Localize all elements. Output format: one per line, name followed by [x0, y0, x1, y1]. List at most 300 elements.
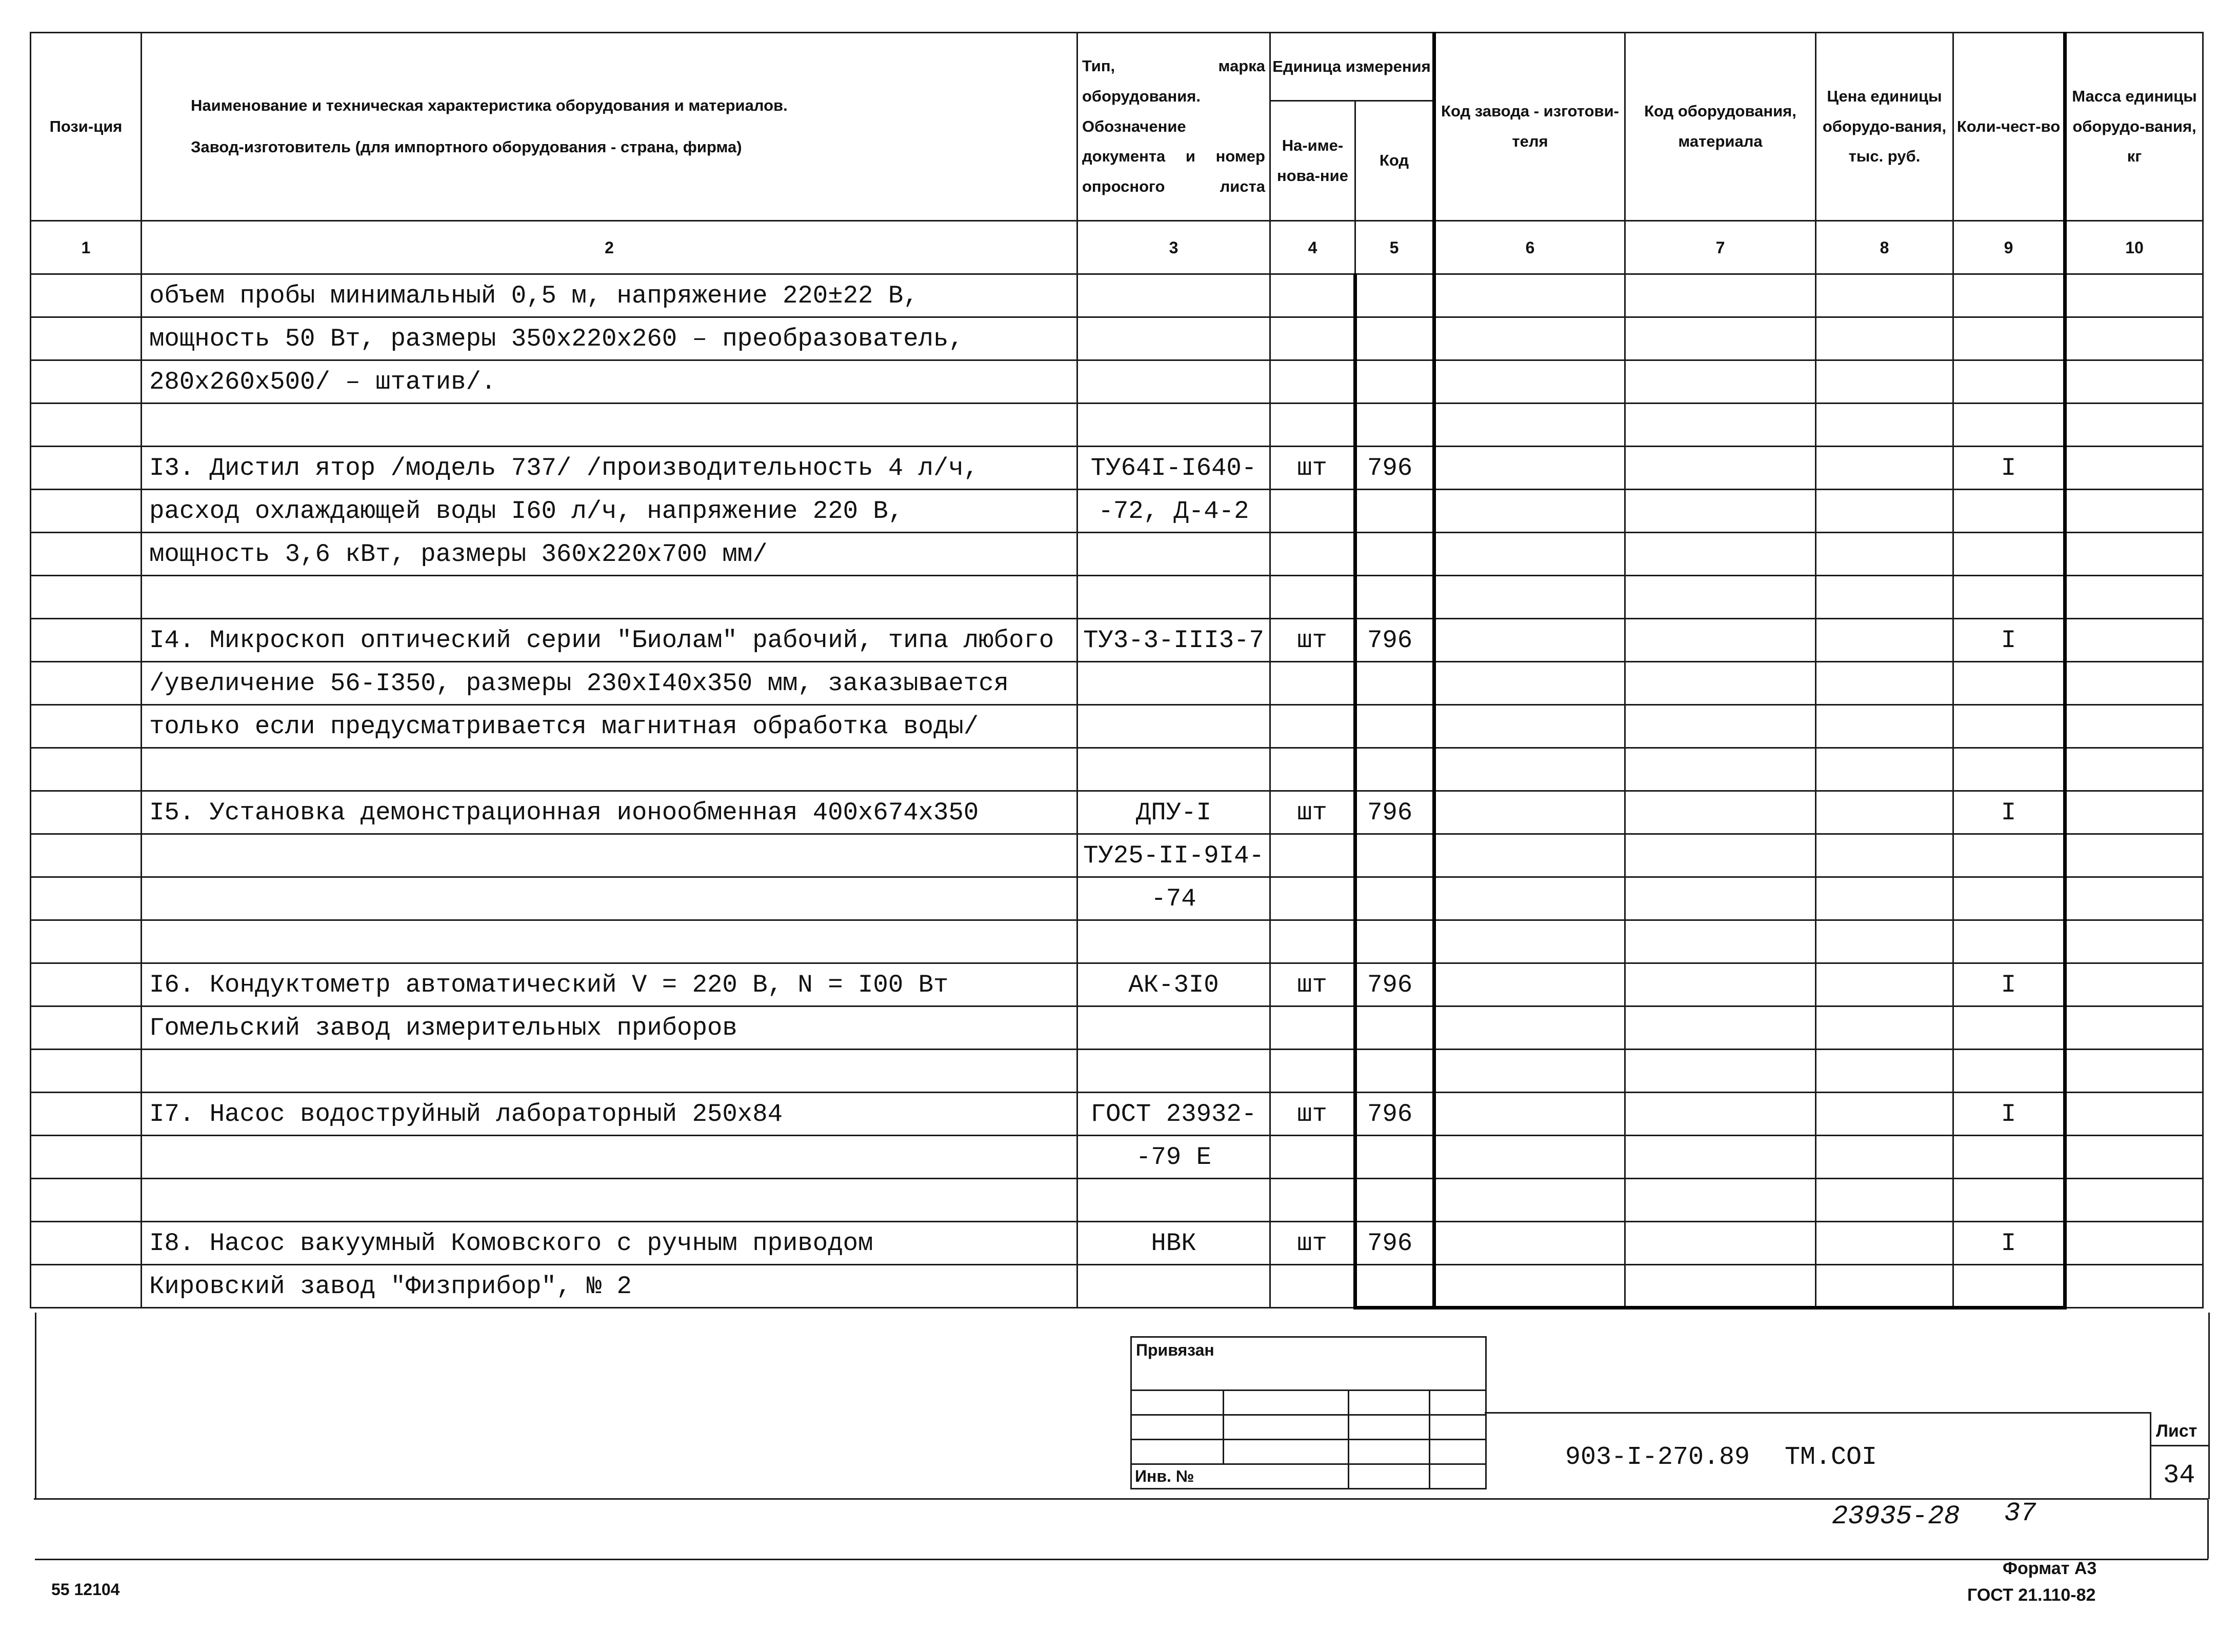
- mass-cell: [2065, 705, 2203, 748]
- equip-code-cell: [1625, 576, 1816, 619]
- header-type: Тип, марка оборудования. Обозначение документа и номер опросного листа: [1077, 33, 1270, 221]
- type-cell: [1077, 404, 1270, 447]
- qty-cell: I: [1953, 791, 2065, 834]
- description-cell: [142, 834, 1077, 877]
- price-cell: [1816, 748, 1953, 791]
- table-row: [31, 705, 2203, 748]
- unit-name-cell: [1270, 533, 1355, 576]
- col-number: 8: [1816, 221, 1953, 274]
- equip-code-cell: [1625, 1265, 1816, 1308]
- type-cell: -74: [1077, 877, 1270, 920]
- header-unit-code: Код: [1355, 101, 1434, 221]
- type-cell: НВК: [1077, 1222, 1270, 1265]
- position-cell: [31, 1050, 142, 1093]
- description-cell: I4. Микроскоп оптический серии "Биолам" рабочий, типа любого: [142, 619, 1077, 662]
- price-cell: [1816, 1093, 1953, 1136]
- mfr-code-cell: [1434, 404, 1625, 447]
- price-cell: [1816, 317, 1953, 360]
- type-cell: [1077, 360, 1270, 404]
- type-cell: АК-3I0: [1077, 963, 1270, 1006]
- mfr-code-cell: [1434, 490, 1625, 533]
- type-cell: -79 Е: [1077, 1136, 1270, 1179]
- position-cell: [31, 619, 142, 662]
- position-cell: [31, 705, 142, 748]
- stamp-privyazan: Привязан: [1131, 1337, 1486, 1391]
- description-cell: мощность 50 Вт, размеры 350х220х260 – преобразователь,: [142, 317, 1077, 360]
- mass-cell: [2065, 662, 2203, 705]
- price-cell: [1816, 1136, 1953, 1179]
- unit-name-cell: [1270, 662, 1355, 705]
- mfr-code-cell: [1434, 920, 1625, 963]
- type-cell: [1077, 576, 1270, 619]
- unit-code-cell: [1355, 360, 1434, 404]
- type-cell: [1077, 705, 1270, 748]
- qty-cell: [1953, 404, 2065, 447]
- unit-code-cell: [1355, 1006, 1434, 1050]
- qty-cell: [1953, 317, 2065, 360]
- unit-code-cell: [1355, 834, 1434, 877]
- type-cell: [1077, 533, 1270, 576]
- qty-cell: [1953, 662, 2065, 705]
- position-cell: [31, 1179, 142, 1222]
- type-cell: [1077, 1179, 1270, 1222]
- table-row: [31, 317, 2203, 360]
- mfr-code-cell: [1434, 791, 1625, 834]
- qty-cell: [1953, 1265, 2065, 1308]
- qty-cell: [1953, 1006, 2065, 1050]
- table-row: [31, 619, 2203, 662]
- mfr-code-cell: [1434, 705, 1625, 748]
- mfr-code-cell: [1434, 1050, 1625, 1093]
- description-cell: [142, 576, 1077, 619]
- equip-code-cell: [1625, 877, 1816, 920]
- description-cell: [142, 877, 1077, 920]
- description-cell: [142, 1050, 1077, 1093]
- binding-stamp: [1130, 1336, 1487, 1489]
- price-cell: [1816, 920, 1953, 963]
- sheet-number: 34: [2163, 1460, 2195, 1490]
- position-cell: [31, 490, 142, 533]
- equip-code-cell: [1625, 447, 1816, 490]
- position-cell: [31, 748, 142, 791]
- unit-code-cell: [1355, 533, 1434, 576]
- qty-cell: [1953, 1179, 2065, 1222]
- table-row: [31, 1222, 2203, 1265]
- unit-code-cell: [1355, 877, 1434, 920]
- archive-number: 23935-28: [1832, 1501, 1960, 1532]
- mfr-code-cell: [1434, 662, 1625, 705]
- table-row: [31, 360, 2203, 404]
- unit-name-cell: [1270, 1050, 1355, 1093]
- unit-code-cell: [1355, 1179, 1434, 1222]
- unit-name-cell: [1270, 1006, 1355, 1050]
- table-row: [31, 877, 2203, 920]
- type-cell: [1077, 748, 1270, 791]
- column-number-row: [31, 221, 2203, 274]
- sheet-label: Лист: [2156, 1421, 2198, 1441]
- price-cell: [1816, 490, 1953, 533]
- position-cell: [31, 662, 142, 705]
- equip-code-cell: [1625, 490, 1816, 533]
- equip-code-cell: [1625, 920, 1816, 963]
- mfr-code-cell: [1434, 274, 1625, 317]
- table-row: [31, 490, 2203, 533]
- type-cell: [1077, 920, 1270, 963]
- type-cell: ГОСТ 23932-: [1077, 1093, 1270, 1136]
- equip-code-cell: [1625, 1136, 1816, 1179]
- type-cell: ДПУ-I: [1077, 791, 1270, 834]
- equip-code-cell: [1625, 317, 1816, 360]
- unit-name-cell: шт: [1270, 1222, 1355, 1265]
- mfr-code-cell: [1434, 533, 1625, 576]
- title-block-border: [2150, 1445, 2208, 1446]
- unit-code-cell: 796: [1355, 963, 1434, 1006]
- equip-code-cell: [1625, 1050, 1816, 1093]
- description-cell: Кировский завод "Физприбор", № 2: [142, 1265, 1077, 1308]
- unit-name-cell: шт: [1270, 1093, 1355, 1136]
- header-qty: Коли-чест-во: [1953, 33, 2065, 221]
- qty-cell: [1953, 490, 2065, 533]
- position-cell: [31, 447, 142, 490]
- mass-cell: [2065, 1136, 2203, 1179]
- equip-code-cell: [1625, 274, 1816, 317]
- mass-cell: [2065, 1265, 2203, 1308]
- unit-code-cell: 796: [1355, 1222, 1434, 1265]
- position-cell: [31, 791, 142, 834]
- unit-name-cell: [1270, 317, 1355, 360]
- archive-page: 37: [2004, 1498, 2036, 1528]
- unit-name-cell: [1270, 920, 1355, 963]
- table-row: [31, 1265, 2203, 1308]
- qty-cell: [1953, 576, 2065, 619]
- print-number: 55 12104: [51, 1580, 120, 1599]
- position-cell: [31, 1093, 142, 1136]
- price-cell: [1816, 619, 1953, 662]
- table-header: [31, 33, 2203, 274]
- qty-cell: I: [1953, 1093, 2065, 1136]
- header-unit-name: На-име-нова-ние: [1270, 101, 1355, 221]
- mass-cell: [2065, 1093, 2203, 1136]
- unit-name-cell: [1270, 877, 1355, 920]
- position-cell: [31, 533, 142, 576]
- unit-code-cell: [1355, 404, 1434, 447]
- price-cell: [1816, 877, 1953, 920]
- unit-code-cell: [1355, 317, 1434, 360]
- unit-code-cell: [1355, 576, 1434, 619]
- mass-cell: [2065, 877, 2203, 920]
- unit-name-cell: [1270, 274, 1355, 317]
- gost-reference: ГОСТ 21.110-82: [1967, 1585, 2096, 1605]
- price-cell: [1816, 791, 1953, 834]
- price-cell: [1816, 447, 1953, 490]
- title-block-border: [35, 1313, 36, 1499]
- price-cell: [1816, 1265, 1953, 1308]
- mass-cell: [2065, 360, 2203, 404]
- doc-mark: ТМ.СОI: [1785, 1443, 1878, 1472]
- title-block-border: [34, 1498, 2208, 1500]
- doc-code: 903-I-270.89: [1565, 1443, 1750, 1472]
- col-number: 6: [1434, 221, 1625, 274]
- mfr-code-cell: [1434, 1006, 1625, 1050]
- col-number: 3: [1077, 221, 1270, 274]
- unit-code-cell: [1355, 1136, 1434, 1179]
- qty-cell: I: [1953, 447, 2065, 490]
- equip-code-cell: [1625, 533, 1816, 576]
- header-mass: Масса единицы оборудо-вания, кг: [2065, 33, 2203, 221]
- table-row: [31, 963, 2203, 1006]
- unit-name-cell: [1270, 748, 1355, 791]
- title-block-border: [2207, 1500, 2209, 1559]
- mass-cell: [2065, 490, 2203, 533]
- type-cell: ТУ25-II-9I4-: [1077, 834, 1270, 877]
- position-cell: [31, 1136, 142, 1179]
- col-number: 7: [1625, 221, 1816, 274]
- qty-cell: [1953, 274, 2065, 317]
- qty-cell: [1953, 877, 2065, 920]
- price-cell: [1816, 1179, 1953, 1222]
- type-cell: [1077, 1265, 1270, 1308]
- table-row: [31, 748, 2203, 791]
- type-cell: -72, Д-4-2: [1077, 490, 1270, 533]
- unit-name-cell: шт: [1270, 791, 1355, 834]
- price-cell: [1816, 533, 1953, 576]
- position-cell: [31, 576, 142, 619]
- description-cell: [142, 404, 1077, 447]
- description-cell: только если предусматривается магнитная обработка воды/: [142, 705, 1077, 748]
- qty-cell: [1953, 705, 2065, 748]
- description-cell: I8. Насос вакуумный Комовского с ручным приводом: [142, 1222, 1077, 1265]
- qty-cell: [1953, 834, 2065, 877]
- header-price: Цена единицы оборудо-вания, тыс. руб.: [1816, 33, 1953, 221]
- table-row: [31, 404, 2203, 447]
- type-cell: [1077, 662, 1270, 705]
- col-number: 1: [31, 221, 142, 274]
- header-equip-code: Код оборудования, материала: [1625, 33, 1816, 221]
- equip-code-cell: [1625, 1179, 1816, 1222]
- position-cell: [31, 274, 142, 317]
- description-cell: [142, 1136, 1077, 1179]
- unit-name-cell: [1270, 1179, 1355, 1222]
- equip-code-cell: [1625, 1222, 1816, 1265]
- mass-cell: [2065, 1006, 2203, 1050]
- unit-code-cell: [1355, 1265, 1434, 1308]
- mass-cell: [2065, 404, 2203, 447]
- mfr-code-cell: [1434, 877, 1625, 920]
- equip-code-cell: [1625, 619, 1816, 662]
- mass-cell: [2065, 1050, 2203, 1093]
- unit-name-cell: [1270, 404, 1355, 447]
- description-cell: I7. Насос водоструйный лабораторный 250х84: [142, 1093, 1077, 1136]
- mass-cell: [2065, 619, 2203, 662]
- price-cell: [1816, 1050, 1953, 1093]
- price-cell: [1816, 963, 1953, 1006]
- mass-cell: [2065, 791, 2203, 834]
- mass-cell: [2065, 576, 2203, 619]
- price-cell: [1816, 360, 1953, 404]
- position-cell: [31, 404, 142, 447]
- mfr-code-cell: [1434, 360, 1625, 404]
- unit-code-cell: [1355, 490, 1434, 533]
- mass-cell: [2065, 1179, 2203, 1222]
- qty-cell: [1953, 360, 2065, 404]
- equip-code-cell: [1625, 791, 1816, 834]
- mfr-code-cell: [1434, 1179, 1625, 1222]
- equip-code-cell: [1625, 404, 1816, 447]
- unit-code-cell: [1355, 1050, 1434, 1093]
- mass-cell: [2065, 533, 2203, 576]
- type-cell: [1077, 1050, 1270, 1093]
- qty-cell: I: [1953, 619, 2065, 662]
- qty-cell: [1953, 533, 2065, 576]
- equipment-spec-table: [30, 32, 2204, 1309]
- table-row: [31, 533, 2203, 576]
- title-block-border: [2208, 1313, 2210, 1499]
- unit-name-cell: [1270, 490, 1355, 533]
- col-number: 2: [142, 221, 1077, 274]
- col-number: 5: [1355, 221, 1434, 274]
- equip-code-cell: [1625, 1093, 1816, 1136]
- position-cell: [31, 1222, 142, 1265]
- equip-code-cell: [1625, 662, 1816, 705]
- mfr-code-cell: [1434, 576, 1625, 619]
- type-cell: [1077, 274, 1270, 317]
- header-unit-group: Единица измерения: [1270, 33, 1434, 101]
- mass-cell: [2065, 920, 2203, 963]
- unit-name-cell: [1270, 705, 1355, 748]
- equip-code-cell: [1625, 360, 1816, 404]
- price-cell: [1816, 1222, 1953, 1265]
- mass-cell: [2065, 748, 2203, 791]
- equip-code-cell: [1625, 1006, 1816, 1050]
- equip-code-cell: [1625, 705, 1816, 748]
- type-cell: ТУ3-3-III3-7: [1077, 619, 1270, 662]
- type-cell: [1077, 317, 1270, 360]
- unit-name-cell: [1270, 1136, 1355, 1179]
- position-cell: [31, 920, 142, 963]
- table-row: [31, 274, 2203, 317]
- mfr-code-cell: [1434, 447, 1625, 490]
- description-cell: [142, 1179, 1077, 1222]
- qty-cell: [1953, 1136, 2065, 1179]
- description-cell: 280х260х500/ – штатив/.: [142, 360, 1077, 404]
- qty-cell: [1953, 1050, 2065, 1093]
- table-row: [31, 447, 2203, 490]
- mfr-code-cell: [1434, 834, 1625, 877]
- header-name: Наименование и техническая характеристика оборудования и материалов. Завод-изготовитель (для импортного оборудования - страна, фирма): [142, 33, 1077, 221]
- unit-code-cell: 796: [1355, 447, 1434, 490]
- unit-code-cell: [1355, 662, 1434, 705]
- description-cell: I5. Установка демонстрационная ионообменная 400х674х350: [142, 791, 1077, 834]
- header-mfr-code: Код завода - изготови-теля: [1434, 33, 1625, 221]
- qty-cell: I: [1953, 1222, 2065, 1265]
- col-number: 9: [1953, 221, 2065, 274]
- unit-name-cell: [1270, 834, 1355, 877]
- price-cell: [1816, 1006, 1953, 1050]
- qty-cell: [1953, 920, 2065, 963]
- position-cell: [31, 834, 142, 877]
- description-cell: мощность 3,6 кВт, размеры 360х220х700 мм/: [142, 533, 1077, 576]
- mass-cell: [2065, 963, 2203, 1006]
- table-row: [31, 1050, 2203, 1093]
- qty-cell: [1953, 748, 2065, 791]
- table-row: [31, 576, 2203, 619]
- unit-code-cell: [1355, 705, 1434, 748]
- table-body: [31, 274, 2203, 1308]
- unit-code-cell: [1355, 748, 1434, 791]
- unit-name-cell: [1270, 1265, 1355, 1308]
- description-cell: Гомельский завод измерительных приборов: [142, 1006, 1077, 1050]
- position-cell: [31, 360, 142, 404]
- description-cell: расход охлаждающей воды I60 л/ч, напряжение 220 В,: [142, 490, 1077, 533]
- unit-name-cell: шт: [1270, 447, 1355, 490]
- unit-name-cell: [1270, 576, 1355, 619]
- table-row: [31, 791, 2203, 834]
- mfr-code-cell: [1434, 619, 1625, 662]
- mass-cell: [2065, 274, 2203, 317]
- unit-name-cell: шт: [1270, 963, 1355, 1006]
- position-cell: [31, 877, 142, 920]
- position-cell: [31, 963, 142, 1006]
- position-cell: [31, 1006, 142, 1050]
- mfr-code-cell: [1434, 1136, 1625, 1179]
- unit-code-cell: [1355, 920, 1434, 963]
- col-number: 10: [2065, 221, 2203, 274]
- equip-code-cell: [1625, 963, 1816, 1006]
- table-row: [31, 1179, 2203, 1222]
- mfr-code-cell: [1434, 317, 1625, 360]
- position-cell: [31, 1265, 142, 1308]
- paper-format: Формат А3: [2003, 1559, 2097, 1578]
- mass-cell: [2065, 1222, 2203, 1265]
- unit-code-cell: 796: [1355, 1093, 1434, 1136]
- unit-code-cell: 796: [1355, 791, 1434, 834]
- table-row: [31, 1006, 2203, 1050]
- price-cell: [1816, 576, 1953, 619]
- type-cell: [1077, 1006, 1270, 1050]
- description-cell: /увеличение 56-I350, размеры 230хI40х350 мм, заказывается: [142, 662, 1077, 705]
- price-cell: [1816, 834, 1953, 877]
- description-cell: объем пробы минимальный 0,5 м, напряжение 220±22 В,: [142, 274, 1077, 317]
- mfr-code-cell: [1434, 1093, 1625, 1136]
- unit-name-cell: [1270, 360, 1355, 404]
- price-cell: [1816, 274, 1953, 317]
- mass-cell: [2065, 317, 2203, 360]
- unit-code-cell: [1355, 274, 1434, 317]
- mass-cell: [2065, 447, 2203, 490]
- table-row: [31, 834, 2203, 877]
- description-cell: [142, 748, 1077, 791]
- qty-cell: I: [1953, 963, 2065, 1006]
- position-cell: [31, 317, 142, 360]
- type-cell: ТУ64I-I640-: [1077, 447, 1270, 490]
- price-cell: [1816, 705, 1953, 748]
- mfr-code-cell: [1434, 748, 1625, 791]
- stamp-inv-no: Инв. №: [1131, 1464, 1349, 1489]
- price-cell: [1816, 404, 1953, 447]
- title-block-border: [2150, 1412, 2151, 1499]
- table-row: [31, 1136, 2203, 1179]
- title-block-border: [1485, 1412, 2151, 1414]
- table-row: [31, 662, 2203, 705]
- mfr-code-cell: [1434, 1265, 1625, 1308]
- unit-code-cell: 796: [1355, 619, 1434, 662]
- mass-cell: [2065, 834, 2203, 877]
- table-row: [31, 920, 2203, 963]
- description-cell: I6. Кондуктометр автоматический V = 220 В, N = I00 Вт: [142, 963, 1077, 1006]
- col-number: 4: [1270, 221, 1355, 274]
- header-position: Пози-ция: [31, 33, 142, 221]
- description-cell: I3. Дистил ятор /модель 737/ /производительность 4 л/ч,: [142, 447, 1077, 490]
